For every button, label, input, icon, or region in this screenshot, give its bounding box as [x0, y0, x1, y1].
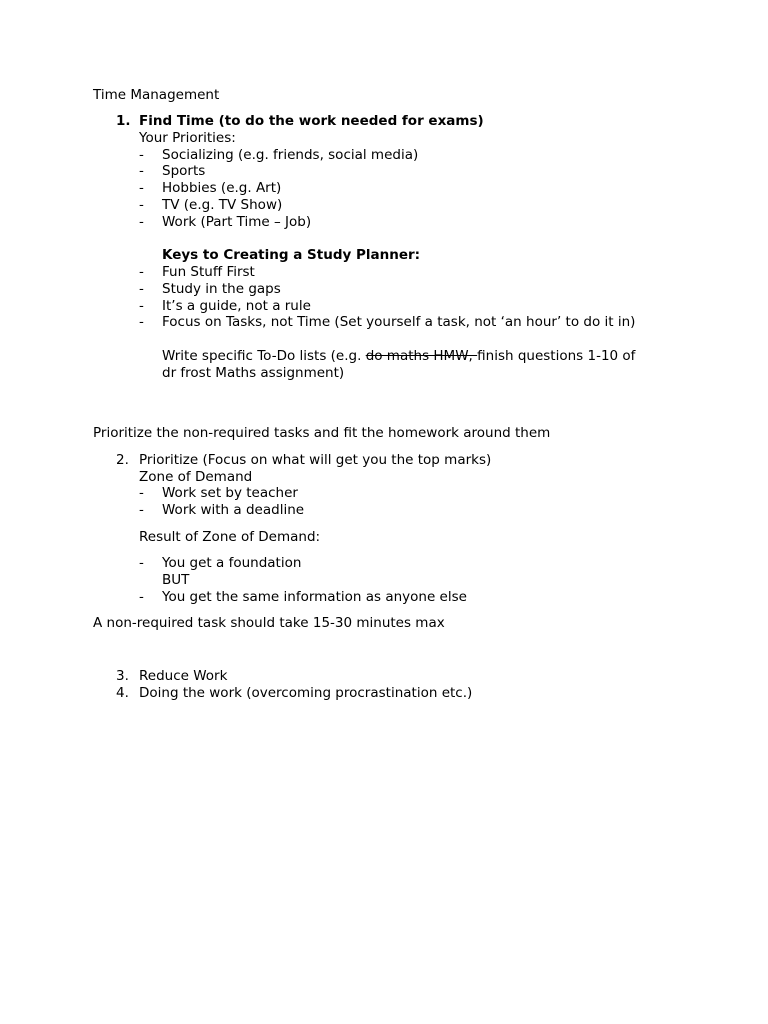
priority-item: TV (e.g. TV Show)	[162, 197, 283, 213]
priority-item: Hobbies (e.g. Art)	[162, 180, 282, 196]
todo-prefix: Write specific To-Do lists (e.g.	[162, 348, 366, 364]
document-title: Time Management	[93, 87, 220, 103]
todo-suffix: finish questions 1-10 of	[477, 348, 636, 364]
keys-heading: Keys to Creating a Study Planner:	[162, 247, 421, 263]
bullet-dash: -	[139, 314, 144, 330]
section-2-heading: Prioritize (Focus on what will get you the top marks)	[139, 452, 492, 468]
zone-label: Zone of Demand	[139, 469, 253, 485]
bullet-dash: -	[139, 281, 144, 297]
key-item: Study in the gaps	[162, 281, 281, 297]
key-item: Fun Stuff First	[162, 264, 255, 280]
key-item: It’s a guide, not a rule	[162, 298, 311, 314]
result-label: Result of Zone of Demand:	[139, 529, 321, 545]
bullet-dash: -	[139, 197, 144, 213]
list-number-1: 1.	[116, 113, 131, 129]
bullet-dash: -	[139, 485, 144, 501]
key-item: Focus on Tasks, not Time (Set yourself a task, not ‘an hour’ to do it in)	[162, 314, 636, 330]
bullet-dash: -	[139, 298, 144, 314]
bullet-dash: -	[139, 555, 144, 571]
priority-item: Work (Part Time – Job)	[162, 214, 312, 230]
section-3-heading: Reduce Work	[139, 668, 228, 684]
bullet-dash: -	[139, 163, 144, 179]
bullet-dash: -	[139, 180, 144, 196]
section-4-heading: Doing the work (overcoming procrastination etc.)	[139, 685, 473, 701]
priority-item: Sports	[162, 163, 206, 179]
bullet-dash: -	[139, 264, 144, 280]
todo-line-2: dr frost Maths assignment)	[162, 365, 345, 381]
bullet-dash: -	[139, 147, 144, 163]
todo-struck-text: do maths HMW,	[365, 348, 478, 364]
priority-item: Socializing (e.g. friends, social media)	[162, 147, 419, 163]
zone-item: Work with a deadline	[162, 502, 305, 518]
max-note: A non-required task should take 15-30 minutes max	[93, 615, 445, 631]
result-item: You get the same information as anyone else	[162, 589, 467, 605]
list-number-3: 3.	[116, 668, 129, 684]
prioritize-note: Prioritize the non-required tasks and fit the homework around them	[93, 425, 551, 441]
priorities-label: Your Priorities:	[139, 130, 236, 146]
section-1-heading: Find Time (to do the work needed for exams)	[139, 113, 484, 129]
result-item: You get a foundation	[162, 555, 302, 571]
bullet-dash: -	[139, 214, 144, 230]
bullet-dash: -	[139, 589, 144, 605]
todo-line-1	[162, 348, 635, 365]
list-number-2: 2.	[116, 452, 129, 468]
list-number-4: 4.	[116, 685, 129, 701]
result-but: BUT	[162, 572, 190, 588]
bullet-dash: -	[139, 502, 144, 518]
zone-item: Work set by teacher	[162, 485, 298, 501]
